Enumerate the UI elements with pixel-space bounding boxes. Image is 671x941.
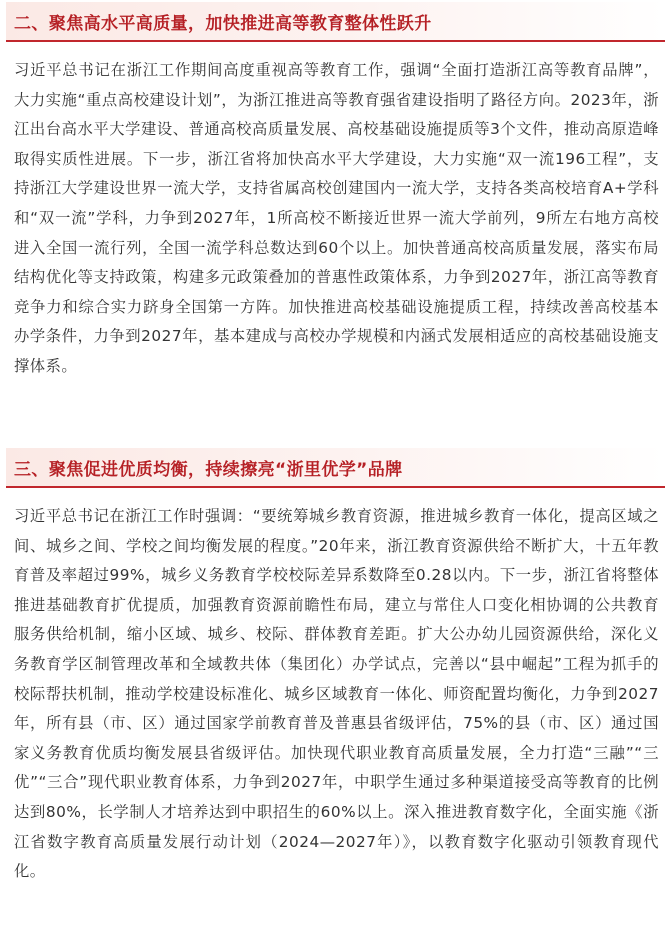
- article-page: [0, 2, 671, 941]
- section-paragraph: 习近平总书记在浙江工作时强调：“要统筹城乡教育资源，推进城乡教育一体化，提高区域之间、城乡之间、学校之间均衡发展的程度。”20年来，浙江教育资源供给不断扩大，十五年教育普及率超过99%，城乡义务教育学校校际差异系数降至0.28以内。下一步，浙江省将整体推进基础教育扩优提质，加强教育资源前瞻性布局，建立与常住人口变化相协调的公共教育服务供给机制，缩小区域、城乡、校际、群体教育差距。扩大公办幼儿园资源供给，深化义务教育学区制管理改革和全域教共体（集团化）办学试点，完善以“县中崛起”工程为抓手的校际帮扶机制，推动学校建设标准化、城乡区域教育一体化、师资配置均衡化，力争到2027年，所有县（市、区）通过国家学前教育普及普惠县省级评估，75%的县（市、区）通过国家义务教育优质均衡发展县省级评估。加快现代职业教育高质量发展，全力打造“三融”“三优”“三合”现代职业教育体系，力争到2027年，中职学生通过多种渠道接受高等教育的比例达到80%，长学制人才培养达到中职招生的60%以上。深入推进教育数字化，全面实施《浙江省数字教育高质量发展行动计划（2024—2027年）》，以教育数字化驱动引领教育现代化。: [14, 507, 659, 881]
- section-title: 聚焦高水平高质量，加快推进高等教育整体性跃升: [48, 13, 432, 34]
- section-heading: [6, 448, 665, 488]
- section-heading: [6, 2, 665, 42]
- section-title: 聚焦促进优质均衡，持续擦亮“浙里优学”品牌: [48, 459, 403, 480]
- section-paragraph: 习近平总书记在浙江工作期间高度重视高等教育工作，强调“全面打造浙江高等教育品牌”，大力实施“重点高校建设计划”，为浙江推进高等教育强省建设指明了路径方向。2023年，浙江出台高水平大学建设、普通高校高质量发展、高校基础设施提质等3个文件，推动高原造峰取得实质性进展。下一步，浙江省将加快高水平大学建设，大力实施“双一流196工程”，支持浙江大学建设世界一流大学，支持省属高校创建国内一流大学，支持各类高校培育A+学科和“双一流”学科，力争到2027年，1所高校不断接近世界一流大学前列，9所左右地方高校进入全国一流行列，全国一流学科总数达到60个以上。加快普通高校高质量发展，落实布局结构优化等支持政策，构建多元政策叠加的普惠性政策体系，力争到2027年，浙江高等教育竞争力和综合实力跻身全国第一方阵。加快推进高校基础设施提质工程，持续改善高校基本办学条件，力争到2027年，基本建成与高校办学规模和内涵式发展相适应的高校基础设施支撑体系。: [14, 61, 659, 375]
- section-number: 二、: [14, 13, 49, 34]
- section-number: 三、: [14, 459, 49, 480]
